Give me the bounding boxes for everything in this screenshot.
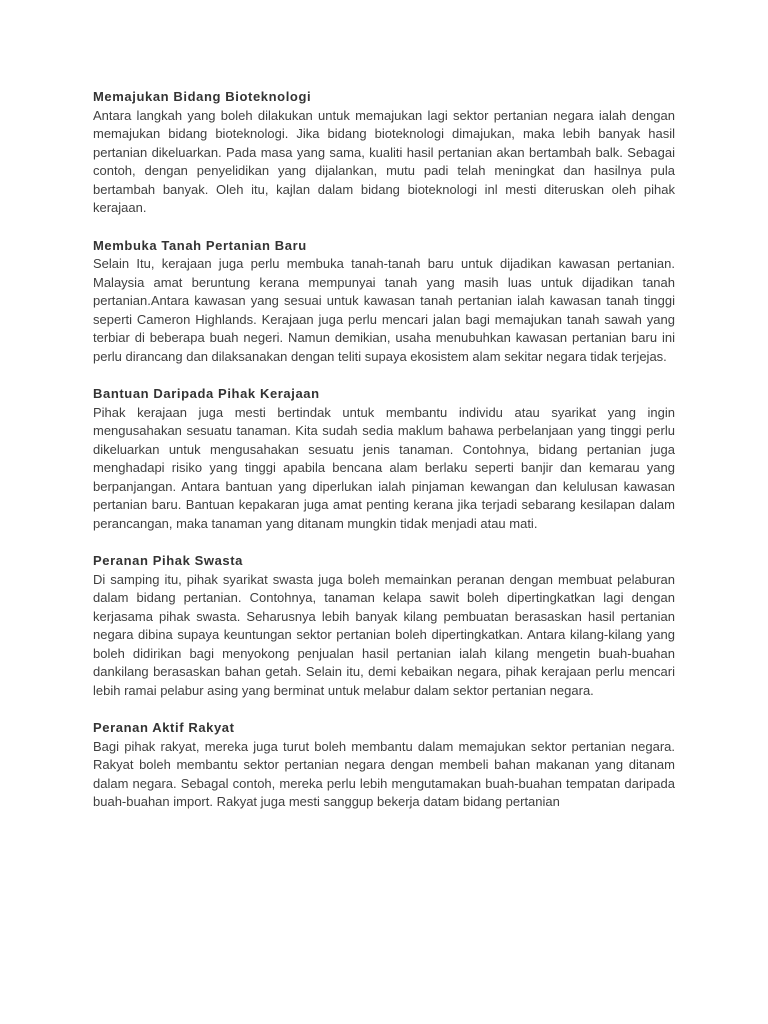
section-paragraph: Di samping itu, pihak syarikat swasta juga boleh memainkan peranan dengan membuat pelaburan dalam bidang pertanian. Contohnya, tanaman kelapa sawit boleh dipertingkatkan lagi dengan kerjasama pihak swasta. Seharusnya lebih banyak kilang pembuatan berasaskan hasil pertanian negara dibina supaya keuntungan sektor pertanian boleh dipertingkatkan. Antara kilang-kilang yang boleh didirikan bagi menyokong penjualan hasil pertanian ialah kilang mengetin buah-buahan dankilang berasaskan bahan getah. Selain itu, demi kebaikan negara, pihak kerajaan perlu mencari lebih ramai pelabur asing yang berminat untuk melabur dalam sektor pertanian negara.	[93, 571, 675, 698]
section-paragraph: Bagi pihak rakyat, mereka juga turut boleh membantu dalam memajukan sektor pertanian negara. Rakyat boleh membantu sektor pertanian negara dengan membeli bahan makanan yang ditanam dalam negara. Sebagal contoh, mereka perlu lebih mengutamakan buah-buahan tempatan daripada buah-buahan import. Rakyat juga mesti sanggup bekerja datam bidang pertanian	[93, 738, 675, 809]
section-heading: Peranan Pihak Swasta	[93, 553, 244, 568]
section-paragraph: Pihak kerajaan juga mesti bertindak untuk membantu individu atau syarikat yang ingin mengusahakan sesuatu tanaman. Kita sudah sedia maklum bahawa perbelanjaan yang tinggi perlu dikeluarkan untuk mengusahakan sesuatu jenis tanaman. Contohnya, bidang pertanian juga menghadapi risiko yang tinggi apabila bencana alam berlaku seperti banjir dan kemarau yang berpanjangan. Antara bantuan yang diperlukan ialah pinjaman kewangan dan kelulusan kawasan pertanian baru. Bantuan kepakaran juga amat penting kerana jika terjadi sebarang kesilapan dalam perancangan, maka tanaman yang ditanam mungkin tidak menjadi atau mati.	[93, 404, 675, 531]
document-page	[93, 88, 675, 831]
section-tanah-pertanian	[93, 237, 675, 367]
section-paragraph: Antara langkah yang boleh dilakukan untuk memajukan lagi sektor pertanian negara ialah dengan memajukan bidang bioteknologi. Jika bidang bioteknologi dimajukan, maka lebih banyak hasil pertanian dikeluarkan. Pada masa yang sama, kualiti hasil pertanian akan bertambah balk. Sebagai contoh, dengan penyelidikan yang dijalankan, mutu padi telah meningkat dan hasilnya pula bertambah banyak. Oleh itu, kajlan dalam bidang bioteknologi inl mesti diteruskan oleh pihak kerajaan.	[93, 107, 675, 215]
section-bioteknologi	[93, 88, 675, 218]
section-heading: Peranan Aktif Rakyat	[93, 720, 235, 735]
section-pihak-swasta	[93, 552, 675, 700]
section-aktif-rakyat	[93, 719, 675, 812]
section-heading: Membuka Tanah Pertanian Baru	[93, 237, 307, 253]
section-heading: Bantuan Daripada Pihak Kerajaan	[93, 386, 320, 401]
section-heading: Memajukan Bidang Bioteknologi	[93, 89, 312, 104]
section-bantuan-kerajaan	[93, 385, 675, 533]
section-paragraph: Selain Itu, kerajaan juga perlu membuka tanah-tanah baru untuk dijadikan kawasan pertanian. Malaysia amat beruntung kerana mempunyai tanah yang masih luas untuk dijadikan tanah pertanian.Antara kawasan yang sesuai untuk kawasan tanah pertanian ialah kawasan tanah tinggi seperti Cameron Highlands. Kerajaan juga perlu mencari jalan bagi memajukan tanah sawah yang terbiar di beberapa buah negeri. Namun demikian, usaha menubuhkan kawasan pertanian baru ini perlu dirancang dan dilaksanakan dengan teliti supaya ekosistem alam sekitar negara tidak terjejas.	[93, 256, 675, 364]
